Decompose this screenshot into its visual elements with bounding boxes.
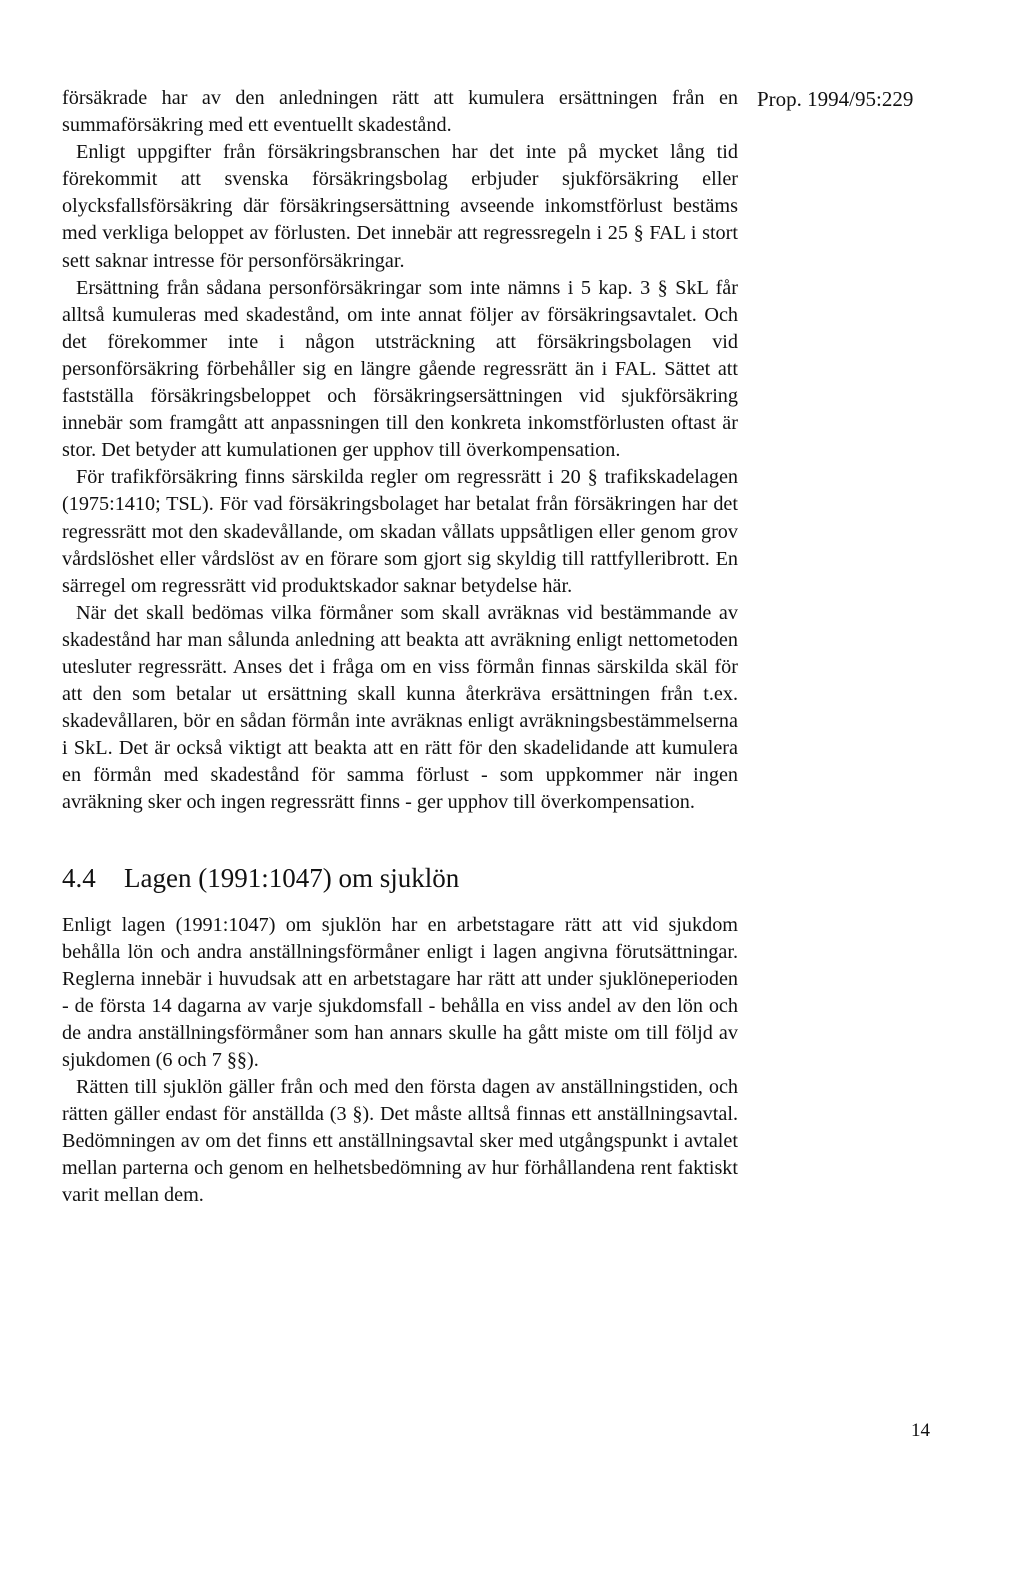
section-title: Lagen (1991:1047) om sjuklön xyxy=(124,862,460,893)
paragraph-compensation: Ersättning från sådana personförsäkringar som inte nämns i 5 kap. 3 § SkL får alltså kumuleras med skadestånd, om inte annat följer av försäkringsavtalet. Och det förekommer inte i någon utsträckning att försäkringsbolagen vid personförsäkring förbehåller sig en längre gående regressrätt än i FAL. Sättet att fastställa försäkringsbeloppet och försäkringsersättningen vid sjukförsäkring innebär som framgått att anpassningen till den konkreta inkomstförlusten oftast är stor. Det betyder att kumulationen ger upphov till överkompensation. xyxy=(62,276,738,462)
prop-reference: Prop. 1994/95:229 xyxy=(757,87,914,111)
paragraph-continuation: försäkrade har av den anledningen rätt att kumulera ersättningen från en summaförsäkring med ett eventuellt skadestånd. xyxy=(62,87,738,137)
section-number: 4.4 xyxy=(62,862,96,893)
paragraph-assessment: När det skall bedömas vilka förmåner som skall avräknas vid bestämmande av skadestånd har man sålunda anledning att beakta att avräkning enligt nettometoden utesluter regressrätt. Anses det i fråga om en viss förmån finnas särskilda skäl för att den som betalar ut ersättning skall kunna återkräva ersättningen från t.ex. skadevållaren, bör en sådan förmån inte avräknas enligt avräkningsbestämmelserna i SkL. Det är också viktigt att beakta att en rätt för den skadelidande att kumulera en förmån med skadestånd för samma förlust - som uppkommer när ingen avräkning sker och ingen regressrätt finns - ger upphov till överkompensation. xyxy=(62,601,738,814)
paragraph-traffic-insurance: För trafikförsäkring finns särskilda regler om regressrätt i 20 § trafikskadelagen (1975:1410; TSL). För vad försäkringsbolaget har betalat från försäkringen har det regressrätt mot den skadevållande, om skadan vållats uppsåtligen eller genom grov vårdslöshet eller vårdslöst av en förare som gjort sig skyldig till rattfylleribrott. En särregel om regressrätt vid produktskador saknar betydelse här. xyxy=(62,466,738,597)
main-text-column xyxy=(62,85,738,1210)
page-number: 14 xyxy=(911,1420,930,1441)
paragraph-industry-info: Enligt uppgifter från försäkringsbranschen har det inte på mycket lång tid förekommit att svenska försäkringsbolag erbjuder sjukförsäkring eller olycksfallsförsäkring där försäkringsersättning avseende inkomstförlust bestäms med verkliga beloppet av förlusten. Det innebär att regressregeln i 25 § FAL i stort sett saknar intresse för personförsäkringar. xyxy=(62,141,738,272)
paragraph-sick-pay-law: Enligt lagen (1991:1047) om sjuklön har en arbetstagare rätt att vid sjukdom behålla lön och andra anställningsförmåner enligt i lagen angivna förutsättningar. Reglerna innebär i huvudsak att en arbetstagare har rätt att under sjuklöneperioden - de första 14 dagarna av varje sjukdomsfall - behålla en viss andel av den lön och de andra anställningsförmåner som han annars skulle ha gått miste om till följd av sjukdomen (6 och 7 §§). xyxy=(62,913,738,1071)
paragraph-sick-pay-right: Rätten till sjuklön gäller från och med den första dagen av anställningstiden, och rätten gäller endast för anställda (3 §). Det måste alltså finnas ett anställningsavtal. Bedömningen av om det finns ett anställningsavtal sker med utgångspunkt i avtalet mellan parterna och genom en helhetsbedömning av hur förhållandena rent faktiskt varit mellan dem. xyxy=(62,1076,738,1207)
section-heading xyxy=(62,861,738,895)
